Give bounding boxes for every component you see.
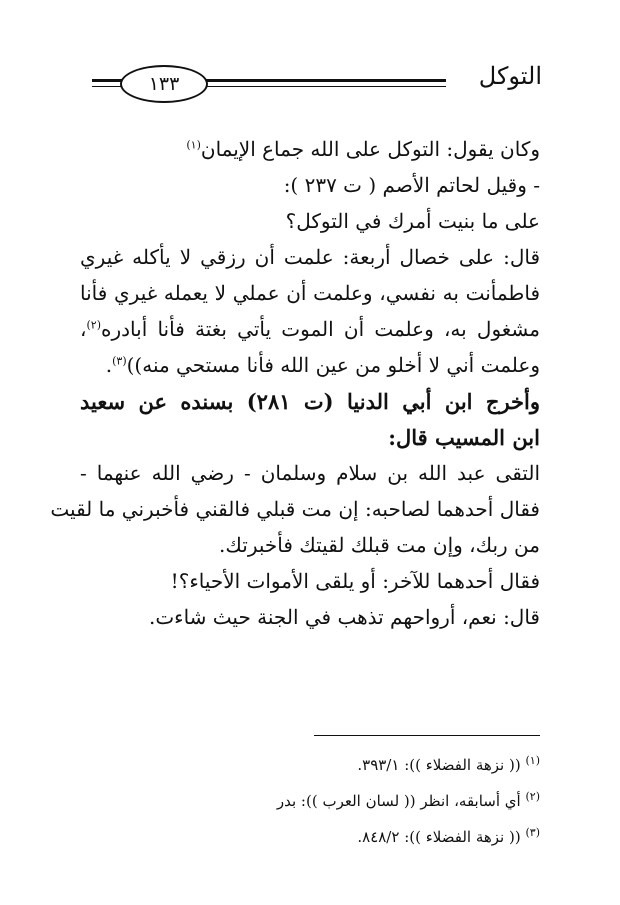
text-line-12: من ربك، وإن مت قبلك لقيتك فأخبرتك.: [219, 533, 540, 557]
text-line-10: التقى عبد الله بن سلام وسلمان - رضي الله عنهما -: [80, 461, 540, 485]
text-line-5: فاطمأنت به نفسي، وعلمت أن عملي لا يعمله غيري فأنا: [80, 281, 540, 305]
text-line-7: وعلمت أني لا أخلو من عين الله فأنا مستحي منه))$^{(٣)}$.: [105, 353, 540, 377]
footnote-ref-3: (٣): [112, 354, 127, 368]
footnote-separator: [314, 735, 540, 736]
footnote-3: $^{(٣)}$ (( نزهة الفضلاء )): ٨٤٨/٢.: [357, 826, 540, 846]
footnote-1: $^{(١)}$ (( نزهة الفضلاء )): ٣٩٣/١.: [357, 754, 540, 774]
text-line-2: - وقيل لحاتم الأصم ( ت ٢٣٧ ):: [283, 173, 540, 197]
text-line-14: قال: نعم، أرواحهم تذهب في الجنة حيث شاءت.: [148, 605, 540, 629]
footnote-ref-1: (١): [186, 138, 201, 152]
header-rule-middle: [174, 79, 446, 87]
text-line-8: وأخرج ابن أبي الدنيا (ت ٢٨١) بسنده عن سعيد: [80, 389, 540, 414]
text-line-1: وكان يقول: التوكل على الله جماع الإيمان$^{(١)}$: [186, 137, 540, 161]
footnote-ref-2: (٢): [86, 318, 101, 332]
footnote-2: $^{(٢)}$ أي أسابقه، انظر (( لسان العرب )): بدر: [276, 790, 540, 810]
page-header: [92, 64, 542, 104]
text-line-9: ابن المسيب قال:: [388, 425, 540, 450]
text-line-3: على ما بنيت أمرك في التوكل؟: [285, 209, 540, 233]
text-line-6: مشغول به، وعلمت أن الموت يأتي بغتة فأنا أبادره$^{(٢)}$،: [80, 317, 540, 341]
text-line-13: فقال أحدهما للآخر: أو يلقى الأموات الأحياء؟!: [170, 569, 540, 593]
text-line-4: قال: على خصال أربعة: علمت أن رزقي لا يأكله غيري: [80, 245, 540, 269]
text-line-11: فقال أحدهما لصاحبه: إن مت قبلي فالقني فأخبرني ما لقيت: [50, 497, 540, 521]
page-number: ١٣٣: [120, 65, 208, 103]
chapter-title: التوكل: [478, 62, 542, 90]
